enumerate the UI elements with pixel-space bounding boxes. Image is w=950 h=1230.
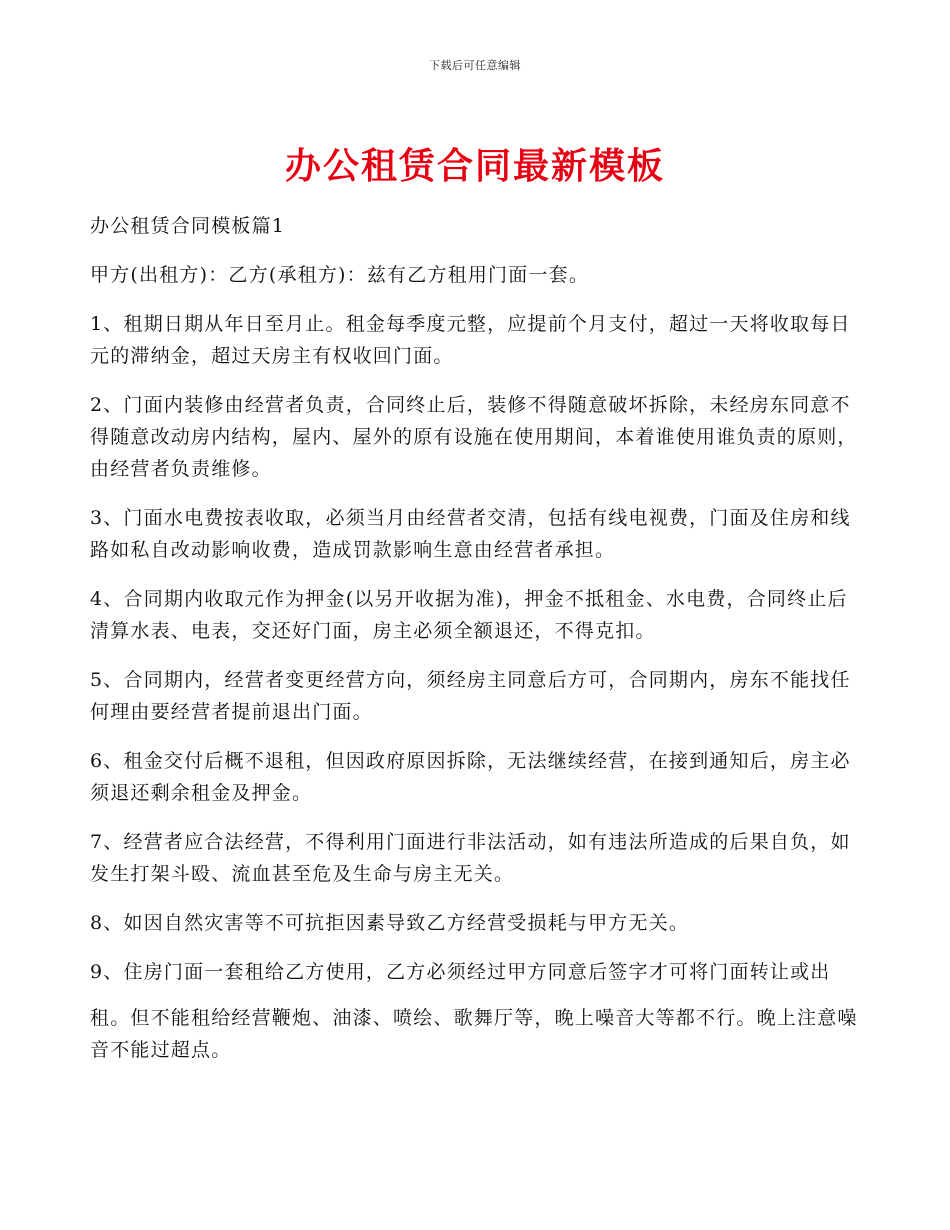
clause-paragraph: 7、经营者应合法经营，不得利用门面进行非法活动，如有违法所造成的后果自负，如发生打架斗殴、流血甚至危及生命与房主无关。: [90, 831, 851, 885]
clause-paragraph: 租。但不能租给经营鞭炮、油漆、喷绘、歌舞厅等，晚上噪音大等都不行。晚上注意噪音不能过超点。: [90, 1007, 858, 1061]
document-title: 办公租赁合同最新模板: [284, 146, 665, 187]
header-note: 下载后可任意编辑: [429, 59, 521, 72]
clause-paragraph: 3、门面水电费按表收取，必须当月由经营者交清，包括有线电视费，门面及住房和线路如私自改动影响收费，造成罚款影响生意由经营者承担。: [90, 507, 851, 561]
clause-paragraph: 5、合同期内，经营者变更经营方向，须经房主同意后方可，合同期内，房东不能找任何理由要经营者提前退出门面。: [90, 669, 851, 723]
section-heading: 办公租赁合同模板篇1: [90, 215, 286, 237]
clause-paragraph: 4、合同期内收取元作为押金(以另开收据为准)，押金不抵租金、水电费，合同终止后清算水表、电表，交还好门面，房主必须全额退还，不得克扣。: [90, 588, 848, 642]
clause-paragraph: 9、住房门面一套租给乙方使用，乙方必须经过甲方同意后签字才可将门面转让或出: [90, 961, 831, 983]
clause-paragraph: 1、租期日期从年日至月止。租金每季度元整，应提前个月支付，超过一天将收取每日元的滞纳金，超过天房主有权收回门面。: [90, 313, 851, 367]
parties-paragraph: 甲方(出租方)：乙方(承租方)：兹有乙方租用门面一套。: [90, 264, 590, 286]
clause-paragraph: 8、如因自然灾害等不可抗拒因素导致乙方经营受损耗与甲方无关。: [90, 912, 690, 934]
clause-paragraph: 6、租金交付后概不退租，但因政府原因拆除，无法继续经营，在接到通知后，房主必须退还剩余租金及押金。: [90, 750, 851, 804]
clause-paragraph: 2、门面内装修由经营者负责，合同终止后，装修不得随意破坏拆除，未经房东同意不得随意改动房内结构，屋内、屋外的原有设施在使用期间，本着谁使用谁负责的原则，由经营者负责维修。: [90, 394, 858, 480]
document-body: [90, 210, 862, 1083]
